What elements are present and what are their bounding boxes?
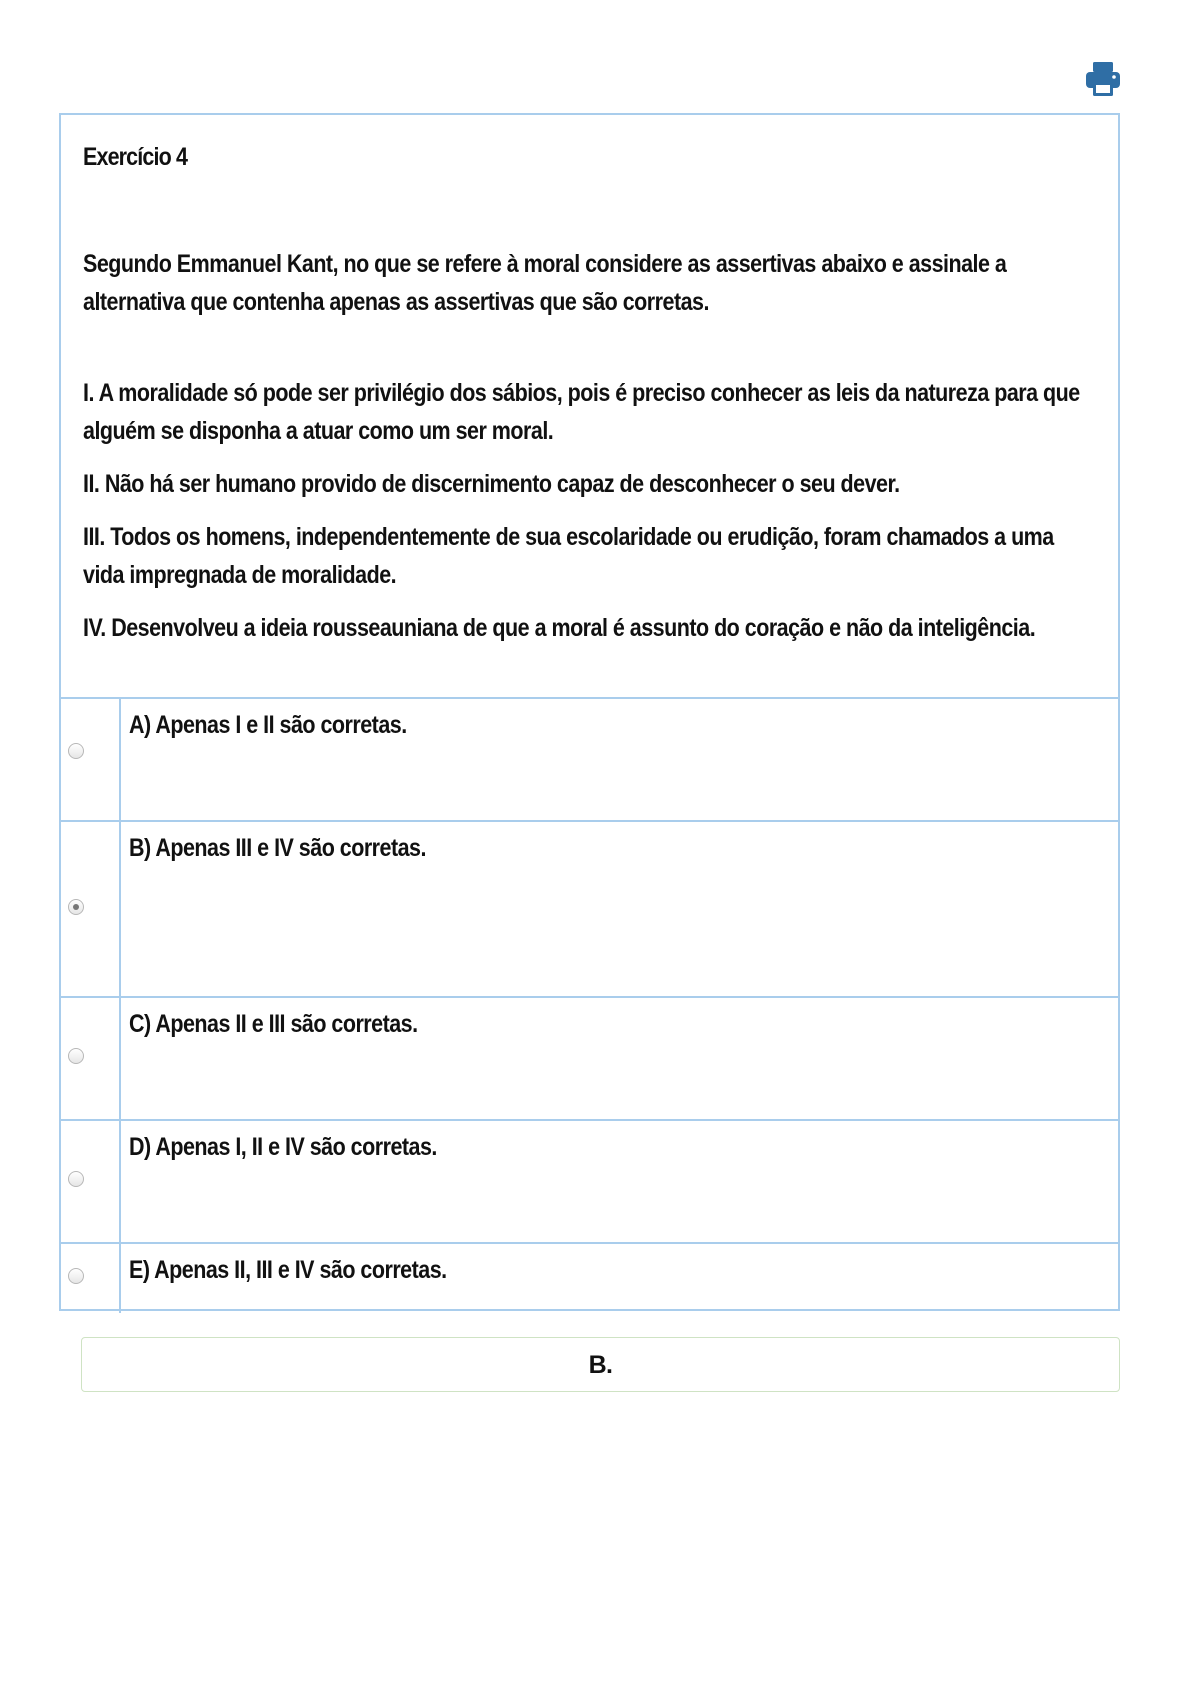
option-e-label[interactable]: E) Apenas II, III e IV são corretas. — [129, 1256, 447, 1284]
radio-cell — [61, 1244, 121, 1313]
option-b-label[interactable]: B) Apenas III e IV são corretas. — [129, 834, 426, 862]
question-block — [61, 115, 1118, 699]
option-b-radio[interactable] — [68, 899, 84, 915]
question-body — [83, 245, 1089, 662]
question-intro: Segundo Emmanuel Kant, no que se refere à moral considere as assertivas abaixo e assinale a alternativa que contenha apenas as assertivas que são corretas. — [83, 250, 1007, 316]
exercise-title: Exercício 4 — [83, 143, 188, 171]
answer-text: B. — [588, 1351, 613, 1379]
option-a-label[interactable]: A) Apenas I e II são corretas. — [129, 711, 407, 739]
statement-3: III. Todos os homens, independentemente de sua escolaridade ou erudição, foram chamados a uma vida impregnada de moralidade. — [83, 523, 1054, 589]
option-c-radio[interactable] — [68, 1048, 84, 1064]
option-e[interactable] — [61, 1244, 1118, 1313]
radio-cell — [61, 699, 121, 820]
exercise-card — [59, 113, 1120, 1311]
option-a-radio[interactable] — [68, 743, 84, 759]
radio-cell — [61, 1121, 121, 1242]
option-c[interactable] — [61, 998, 1118, 1121]
statement-4: IV. Desenvolveu a ideia rousseauniana de que a moral é assunto do coração e não da inteligência. — [83, 614, 1036, 642]
radio-cell — [61, 998, 121, 1119]
option-e-radio[interactable] — [68, 1268, 84, 1284]
option-b[interactable] — [61, 822, 1118, 998]
option-d-label[interactable]: D) Apenas I, II e IV são corretas. — [129, 1133, 437, 1161]
radio-cell — [61, 822, 121, 996]
printer-icon — [1084, 60, 1122, 98]
option-d[interactable] — [61, 1121, 1118, 1244]
option-c-label[interactable]: C) Apenas II e III são corretas. — [129, 1010, 418, 1038]
print-button[interactable] — [1084, 60, 1122, 98]
answer-box — [81, 1337, 1120, 1392]
statement-2: II. Não há ser humano provido de discernimento capaz de desconhecer o seu dever. — [83, 470, 900, 498]
statement-1: I. A moralidade só pode ser privilégio dos sábios, pois é preciso conhecer as leis da natureza para que alguém se disponha a atuar como um ser moral. — [83, 379, 1080, 445]
option-d-radio[interactable] — [68, 1171, 84, 1187]
option-a[interactable] — [61, 699, 1118, 822]
